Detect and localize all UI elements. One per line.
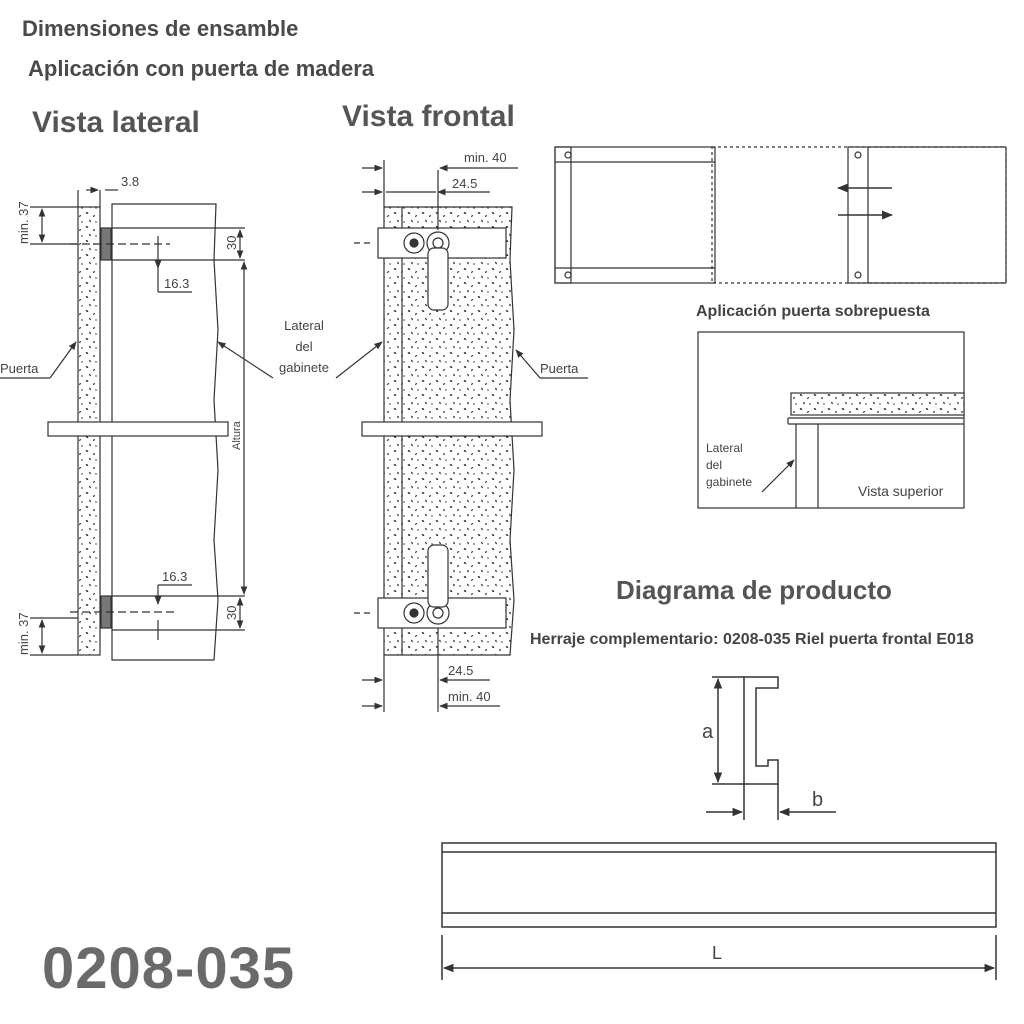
dim-min37-top: min. 37: [16, 201, 31, 244]
dim-3-8: 3.8: [121, 174, 140, 189]
title-side-view: Vista lateral: [32, 106, 200, 139]
title-product-diagram: Diagrama de producto: [616, 575, 892, 605]
dim-16-3-bottom: 16.3: [162, 569, 188, 584]
front-break-bar: [362, 422, 542, 436]
dim-min40-bottom: min. 40: [448, 689, 491, 704]
dim-a: a: [702, 721, 714, 743]
rail-profile-shape: [744, 677, 778, 784]
dim-16-3-top: 16.3: [164, 276, 190, 291]
dim-L: L: [712, 943, 723, 963]
side-break-bar: [48, 422, 228, 436]
label-top-side-line2: del: [706, 458, 723, 472]
product-profile: [442, 677, 996, 980]
front-view-drawing: [336, 160, 588, 712]
title-overlay-application: Aplicación puerta sobrepuesta: [696, 303, 930, 320]
dim-b: b: [812, 789, 824, 811]
title-front-view: Vista frontal: [342, 100, 515, 133]
front-bracket-bottom: [428, 545, 448, 607]
dim-30-bottom: 30: [224, 605, 239, 620]
product-code: 0208-035: [42, 936, 296, 1001]
label-side-door: Puerta: [0, 361, 39, 376]
label-height: Altura: [231, 421, 243, 450]
dim-24-5-top: 24.5: [452, 176, 478, 191]
label-top-side-line1: Lateral: [706, 441, 743, 455]
dim-min37-bottom: min. 37: [16, 612, 31, 655]
dim-24-5-bottom: 24.5: [448, 663, 474, 678]
dim-30-top: 30: [224, 235, 239, 250]
title-application: Aplicación con puerta de madera: [28, 56, 374, 81]
rail-plan-drawing: [555, 147, 1006, 283]
rail-long-view: [442, 843, 996, 927]
label-cabinet-side-line2: del: [295, 339, 313, 354]
front-bracket-top: [428, 248, 448, 310]
label-cabinet-side-line1: Lateral: [284, 318, 324, 333]
label-top-side-line3: gabinete: [706, 475, 753, 489]
dim-min40-top: min. 40: [464, 150, 507, 165]
label-top-view: Vista superior: [858, 483, 944, 499]
label-cabinet-side-line3: gabinete: [279, 360, 329, 375]
title-assembly-dimensions: Dimensiones de ensamble: [22, 16, 299, 41]
label-front-door: Puerta: [540, 361, 579, 376]
complementary-hardware-text: Herraje complementario: 0208-035 Riel puerta frontal E018: [530, 631, 974, 648]
